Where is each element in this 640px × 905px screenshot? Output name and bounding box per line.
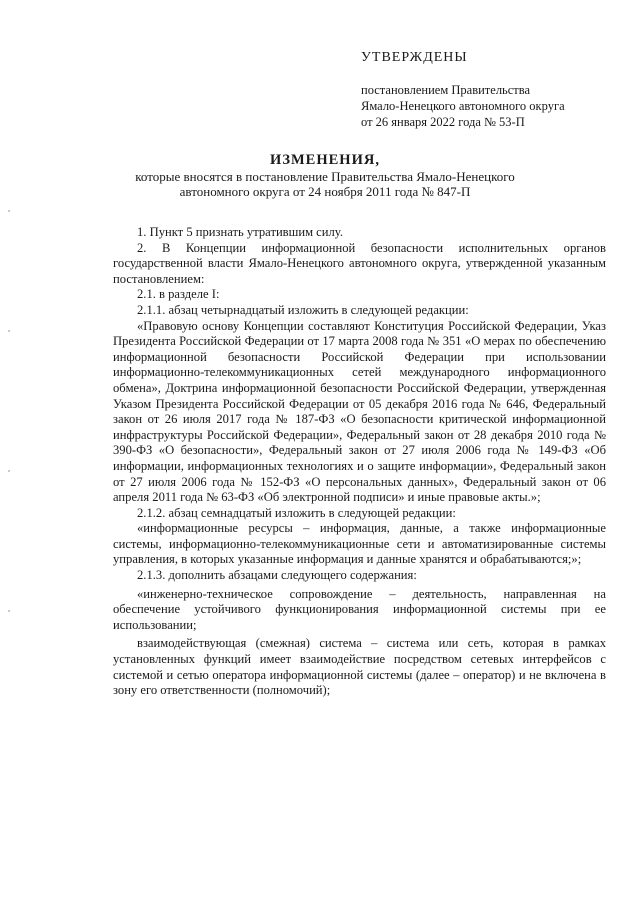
approval-line: постановлением Правительства	[361, 83, 531, 97]
document-heading	[110, 152, 540, 199]
paragraph: 2.1.2. абзац семнадцатый изложить в следующей редакции:	[137, 505, 456, 520]
paragraph: взаимодействующая (смежная) система – система или сеть, которая в рамках установленных функций имеет взаимодействие посредством сетевых интерфейсов с системой и сетью оператора информационной системы (далее – оператор) и не включена в зону его ответственности (полномочий);	[113, 636, 606, 698]
paragraph: «Правовую основу Концепции составляют Конституция Российской Федерации, Указ Президента Российской Федерации от 17 марта 2008 года № 351 «О мерах по обеспечению информационной безопасности Российской Федерации при использовании информационно-телекоммуникационных сетей международного информационного обмена», Доктрина информационной безопасности Российской Федерации, утвержденная Указом Президента Российской Федерации от 05 декабря 2016 года № 646, Федеральный закон от 26 июля 2017 года № 187-ФЗ «О безопасности критической информационной инфраструктуры Российской Федерации», Федеральный закон от 28 декабря 2010 года № 390-ФЗ «О безопасности», Федеральный закон от 27 июля 2006 года № 149-ФЗ «Об информации, информационных технологиях и о защите информации», Федеральный закон от 27 июля 2006 года № 152-ФЗ «О персональных данных», Федеральный закон от 06 апреля 2011 года № 63-ФЗ «Об электронной подписи» и иные правовые акты.»;	[113, 318, 606, 505]
scan-margin-marks	[8, 210, 12, 630]
approval-block	[361, 50, 631, 130]
heading-line: которые вносятся в постановление Правительства Ямало-Ненецкого	[135, 169, 515, 184]
paragraph: «инженерно-техническое сопровождение – деятельность, направленная на обеспечение устойчивого функционирования информационной системы при ее использовании;	[113, 586, 606, 632]
paragraph: 2.1.3. дополнить абзацами следующего содержания:	[137, 568, 417, 583]
scan-dot	[8, 610, 10, 612]
paragraph: 2. В Концепции информационной безопасности исполнительных органов государственной власти Ямало-Ненецкого автономного округа, утвержденной указанным постановлением:	[113, 240, 606, 286]
paragraph: 2.1. в разделе I:	[137, 287, 220, 302]
paragraph: 2.1.1. абзац четырнадцатый изложить в следующей редакции:	[137, 302, 469, 317]
paragraph: «информационные ресурсы – информация, данные, а также информационные системы, информационно-телекоммуникационные сети и автоматизированные системы управления, в которых указанные информация и данные хранятся и обрабатываются;»;	[113, 521, 606, 567]
document-body	[113, 225, 606, 699]
heading-line: автономного округа от 24 ноября 2011 года № 847-П	[179, 184, 471, 199]
approval-line: Ямало-Ненецкого автономного округа	[361, 99, 565, 113]
scan-dot	[8, 330, 10, 332]
scan-dot	[8, 210, 10, 212]
scan-dot	[8, 470, 10, 472]
approval-line: от 26 января 2022 года № 53-П	[361, 115, 525, 129]
approval-title: УТВЕРЖДЕНЫ	[361, 50, 468, 65]
heading-title: ИЗМЕНЕНИЯ,	[270, 152, 380, 168]
paragraph: 1. Пункт 5 признать утратившим силу.	[137, 225, 343, 239]
